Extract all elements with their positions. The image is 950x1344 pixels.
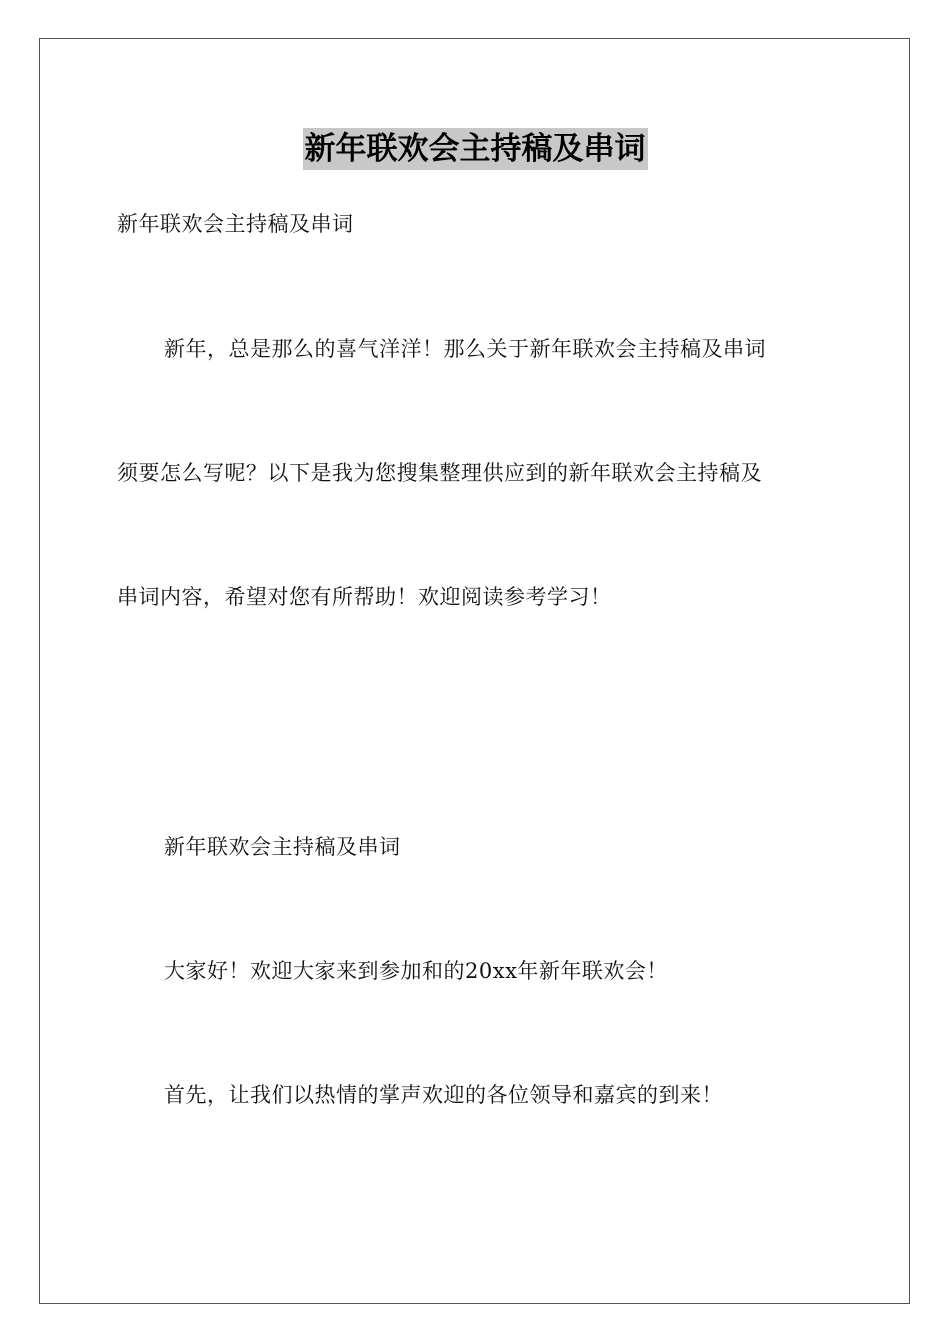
document-title[interactable]: 新年联欢会主持稿及串词 — [303, 128, 648, 170]
body-line-welcome: 首先，让我们以热情的掌声欢迎的各位领导和嘉宾的到来！ — [164, 1083, 723, 1107]
intro-line-2: 须要怎么写呢？以下是我为您搜集整理供应到的新年联欢会主持稿及 — [117, 461, 762, 485]
section-heading: 新年联欢会主持稿及串词 — [164, 835, 401, 859]
intro-line-1: 新年，总是那么的喜气洋洋！那么关于新年联欢会主持稿及串词 — [164, 337, 766, 361]
document-subtitle: 新年联欢会主持稿及串词 — [117, 212, 354, 236]
title-container — [0, 128, 950, 170]
body-line-greeting: 大家好！欢迎大家来到参加和的20xx年新年联欢会！ — [164, 959, 668, 983]
intro-line-3: 串词内容，希望对您有所帮助！欢迎阅读参考学习！ — [117, 585, 612, 609]
